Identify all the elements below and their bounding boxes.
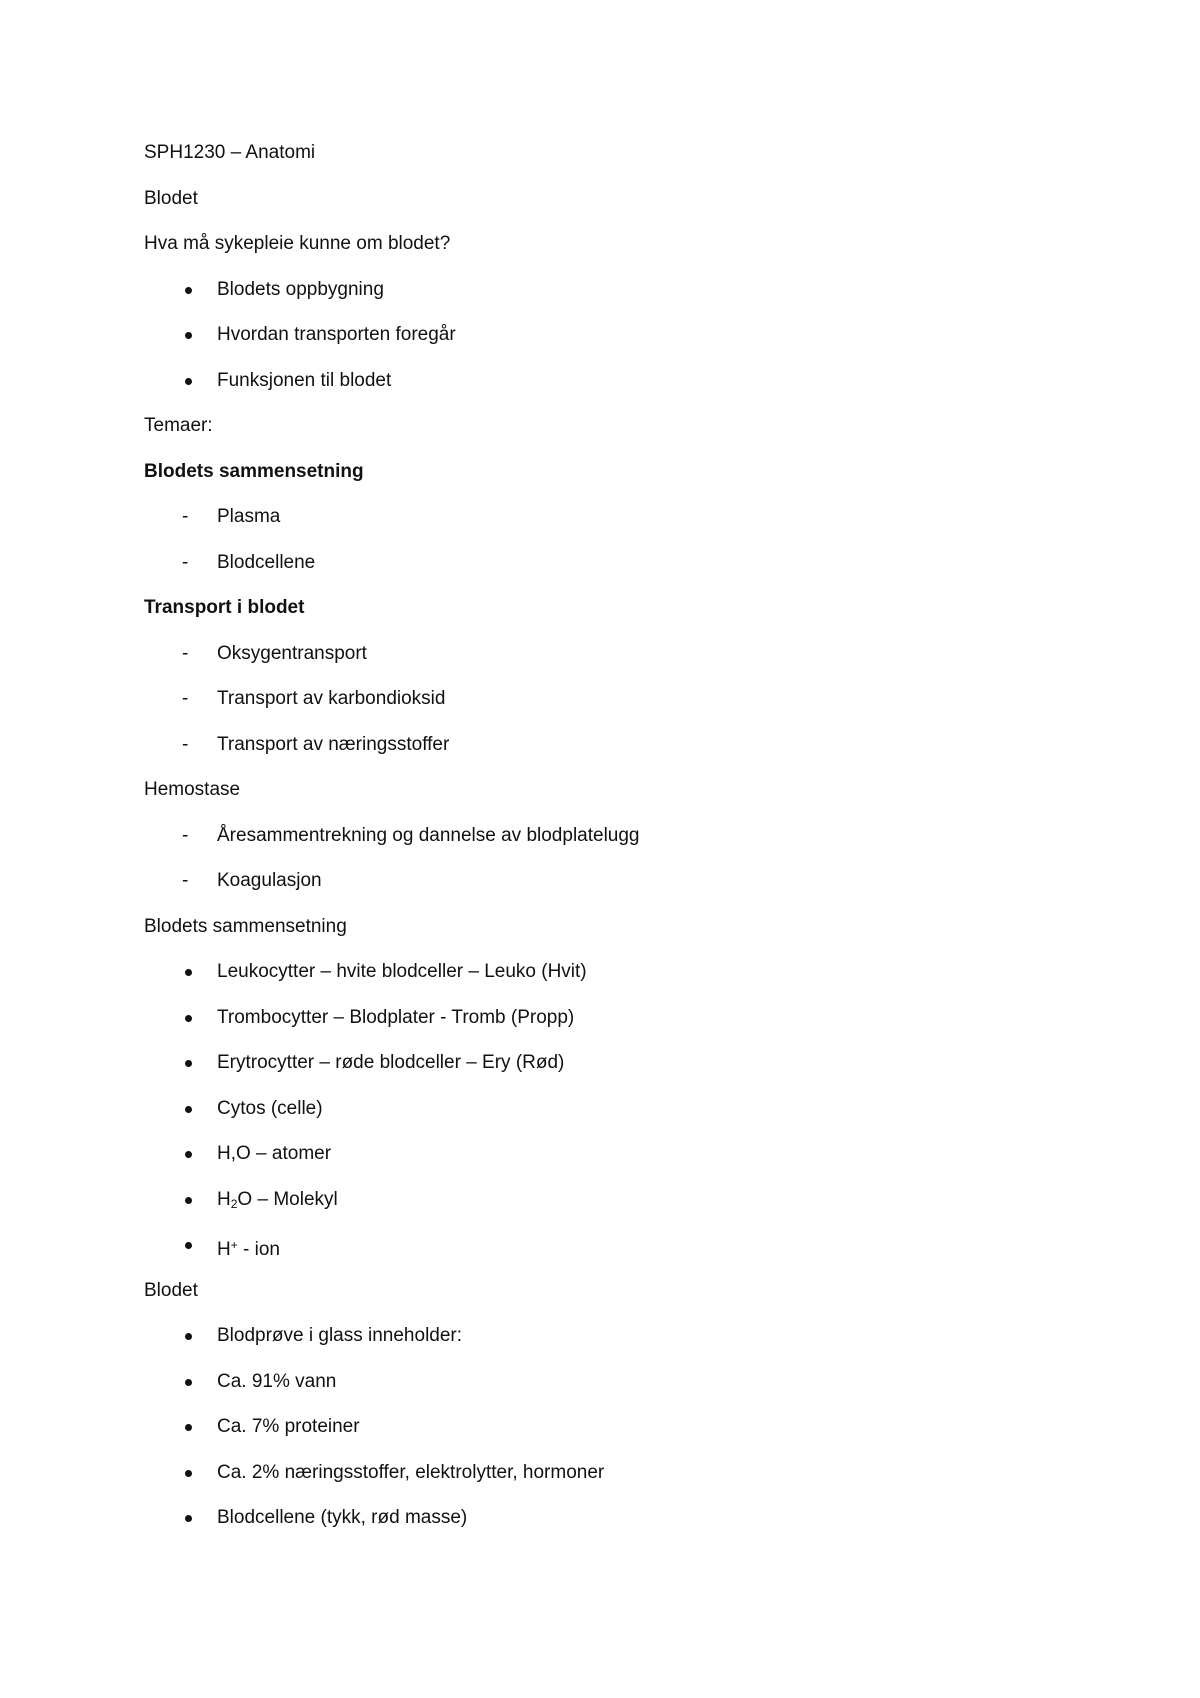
section-heading: Blodets sammensetning — [144, 915, 347, 937]
dash-marker: - — [182, 824, 189, 846]
document-page — [144, 141, 1044, 1552]
bullet-icon — [185, 1379, 192, 1386]
bullet-icon — [185, 1060, 192, 1067]
list-item: Ca. 91% vann — [144, 1370, 1044, 1394]
section-heading: Blodet — [144, 1279, 198, 1301]
list-item: Cytos (celle) — [144, 1097, 1044, 1121]
bullet-icon — [185, 1515, 192, 1522]
list-item: - Oksygentransport — [182, 642, 367, 664]
dash-marker: - — [182, 733, 189, 755]
list-item: Erytrocytter – røde blodceller – Ery (Rød) — [144, 1051, 1044, 1075]
bullet-icon — [185, 332, 192, 339]
section-heading-blodet: Blodet — [144, 187, 198, 209]
list-item: Leukocytter – hvite blodceller – Leuko (Hvit) — [144, 960, 1044, 984]
list-item: - Transport av karbondioksid — [182, 688, 446, 709]
dash-marker: - — [182, 688, 189, 709]
list-item: Blodets oppbygning — [144, 278, 1044, 302]
bullet-icon — [185, 1424, 192, 1431]
bullet-icon — [185, 1470, 192, 1477]
bullet-icon — [185, 1151, 192, 1158]
list-item: Ca. 7% proteiner — [144, 1415, 1044, 1439]
temaer-label: Temaer: — [144, 415, 213, 436]
list-item: Funksjonen til blodet — [144, 369, 1044, 393]
list-item: - Blodcellene — [182, 551, 316, 573]
dash-marker: - — [182, 642, 189, 664]
list-item: Blodprøve i glass inneholder: — [144, 1324, 1044, 1348]
bullet-icon — [185, 1242, 192, 1249]
list-item: - Plasma — [182, 506, 281, 527]
list-item: - Transport av næringsstoffer — [182, 733, 450, 755]
topic-heading: Transport i blodet — [144, 597, 305, 618]
bullet-icon — [185, 287, 192, 294]
list-item: Hvordan transporten foregår — [144, 323, 1044, 347]
bullet-icon — [185, 1015, 192, 1022]
list-item: - Koagulasjon — [182, 870, 322, 891]
list-item: H,O – atomer — [144, 1142, 1044, 1166]
bullet-icon — [185, 1197, 192, 1204]
topic-heading: Blodets sammensetning — [144, 460, 364, 482]
document-title: SPH1230 – Anatomi — [144, 142, 316, 163]
bullet-icon — [185, 378, 192, 385]
topic-heading: Hemostase — [144, 779, 241, 800]
bullet-icon — [185, 969, 192, 976]
bullet-icon — [185, 1333, 192, 1340]
dash-marker: - — [182, 870, 189, 891]
list-item: Blodcellene (tykk, rød masse) — [144, 1506, 1044, 1530]
dash-marker: - — [182, 551, 189, 573]
list-item: - Åresammentrekning og dannelse av blodplatelugg — [182, 824, 640, 846]
dash-marker: - — [182, 506, 189, 527]
list-item: Ca. 2% næringsstoffer, elektrolytter, hormoner — [144, 1461, 1044, 1485]
list-item-ion: H+ - ion — [144, 1233, 1044, 1257]
bullet-icon — [185, 1106, 192, 1113]
list-item: Trombocytter – Blodplater - Tromb (Propp) — [144, 1006, 1044, 1030]
question-text: Hva må sykepleie kunne om blodet? — [144, 233, 451, 254]
list-item-molecule: $H_2O$ – Molekyl — [144, 1188, 1044, 1212]
